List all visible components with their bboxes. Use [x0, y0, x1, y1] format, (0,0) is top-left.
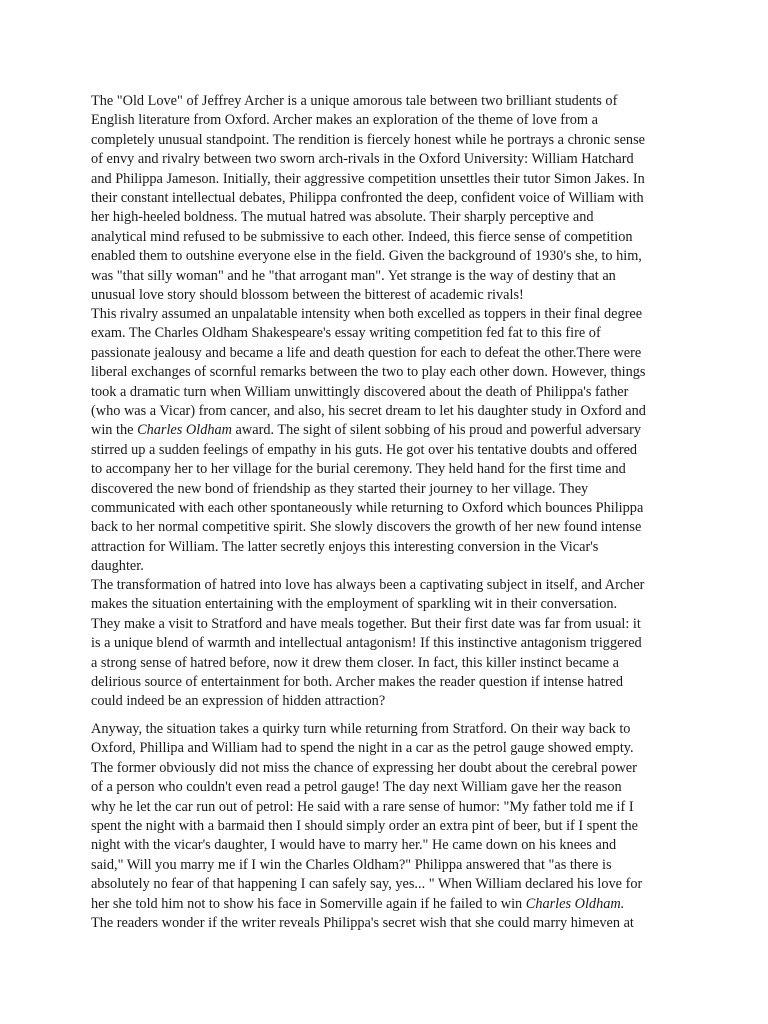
text-line	[91, 383, 691, 402]
text-line	[91, 895, 691, 914]
text-line	[91, 595, 691, 614]
text-segment: The readers wonder if the writer reveals Philippa's secret wish that she could marry himeven at	[91, 914, 634, 931]
text-segment: of envy and rivalry between two sworn arch-rivals in the Oxford University: William Hatchard	[91, 151, 634, 168]
text-segment: (who was a Vicar) from cancer, and also, his secret dream to let his daughter study in Oxford and	[91, 402, 646, 419]
text-line	[91, 692, 691, 711]
text-line	[91, 111, 691, 130]
text-segment: English literature from Oxford. Archer makes an exploration of the theme of love from a	[91, 112, 598, 129]
text-segment: The "Old Love" of Jeffrey Archer is a unique amorous tale between two brilliant students of	[91, 93, 618, 109]
text-segment: spent the night with a barmaid then I should simply order an extra pint of beer, but if I spent the	[91, 817, 638, 834]
text-line	[91, 557, 691, 576]
text-line	[91, 441, 691, 460]
text-segment: said," Will you marry me if I win the Charles Oldham?" Philippa answered that "as there is	[91, 856, 612, 873]
text-line	[91, 836, 691, 855]
text-line	[91, 228, 691, 247]
text-segment: attraction for William. The latter secretly enjoys this interesting conversion in the Vicar's	[91, 538, 599, 555]
text-segment: daughter.	[91, 558, 144, 575]
text-line	[91, 286, 691, 305]
text-line	[91, 247, 691, 266]
text-segment: why he let the car run out of petrol: He said with a rare sense of humor: "My father told me if I	[91, 798, 634, 815]
italic-title-text: Charles Oldham	[137, 422, 232, 439]
text-segment: their constant intellectual debates, Philippa confronted the deep, confident voice of William with	[91, 189, 644, 206]
text-segment: They make a visit to Stratford and have meals together. But their first date was far from usual: it	[91, 615, 641, 632]
text-segment: unusual love story should blossom between the bitterest of academic rivals!	[91, 286, 524, 303]
text-line	[91, 324, 691, 343]
text-segment: night with the vicar's daughter, I would have to marry her." He came down on his knees and	[91, 837, 617, 854]
text-line	[91, 798, 691, 817]
text-segment: stirred up a sudden feelings of empathy in his guts. He got over his tentative doubts and offered	[91, 441, 638, 458]
italic-title-text: Charles Oldham.	[525, 895, 625, 912]
text-segment: Oxford, Phillipa and William had to spend the night in a car as the petrol gauge showed empty.	[91, 740, 634, 757]
text-line	[91, 615, 691, 634]
text-line	[91, 576, 691, 595]
text-line	[91, 634, 691, 653]
text-segment: her she told him not to show his face in Somerville again if he failed to win	[91, 895, 526, 912]
text-line	[91, 150, 691, 169]
text-segment: took a dramatic turn when William unwittingly discovered about the death of Philippa's father	[91, 383, 629, 400]
text-segment: of a person who couldn't even read a petrol gauge! The day next William gave her the reason	[91, 779, 622, 796]
text-line	[91, 914, 691, 933]
text-segment: award. The sight of silent sobbing of his proud and powerful adversary	[231, 422, 642, 439]
text-segment: absolutely no fear of that happening I can safely say, yes... " When William declared his love for	[91, 876, 643, 893]
text-line	[91, 189, 691, 208]
text-line	[91, 739, 691, 758]
text-segment: win the	[91, 422, 138, 439]
text-segment: makes the situation entertaining with the employment of sparkling wit in their conversation.	[91, 596, 618, 613]
text-line	[91, 518, 691, 537]
text-line	[91, 460, 691, 479]
paragraph	[91, 92, 691, 305]
text-line	[91, 131, 691, 150]
text-segment: passionate jealousy and became a life and death question for each to defeat the other.There were	[91, 344, 642, 361]
paragraph	[91, 305, 691, 576]
text-segment: could indeed be an expression of hidden attraction?	[91, 693, 386, 710]
text-segment: completely unusual standpoint. The rendition is fiercely honest while he portrays a chronic sense	[91, 131, 645, 148]
text-segment: is a unique blend of warmth and intellectual antagonism! If this instinctive antagonism triggered	[91, 635, 642, 652]
text-line	[91, 538, 691, 557]
text-segment: discovered the new bond of friendship as they started their journey to her village. They	[91, 480, 589, 497]
text-line	[91, 654, 691, 673]
text-line	[91, 92, 691, 111]
text-line	[91, 875, 691, 894]
text-segment: enabled them to outshine everyone else in the field. Given the background of 1930's she, to him,	[91, 248, 642, 265]
text-segment: was "that silly woman" and he "that arrogant man". Yet strange is the way of destiny that an	[91, 267, 616, 284]
text-segment: her high-heeled boldness. The mutual hatred was absolute. Their sharply perceptive and	[91, 209, 594, 226]
text-segment: The transformation of hatred into love has always been a captivating subject in itself, and Archer	[91, 577, 645, 593]
text-segment: The former obviously did not miss the chance of expressing her doubt about the cerebral power	[91, 759, 637, 776]
paragraph	[91, 576, 691, 712]
text-line	[91, 480, 691, 499]
text-segment: Anyway, the situation takes a quirky turn while returning from Stratford. On their way back to	[91, 721, 631, 737]
text-line	[91, 421, 691, 440]
text-segment: This rivalry assumed an unpalatable intensity when both excelled as toppers in their final degree	[91, 306, 643, 322]
text-line	[91, 720, 691, 739]
text-segment: a strong sense of hatred before, now it drew them closer. In fact, this killer instinct became a	[91, 654, 620, 671]
text-line	[91, 817, 691, 836]
text-line	[91, 170, 691, 189]
text-line	[91, 778, 691, 797]
text-line	[91, 267, 691, 286]
text-line	[91, 673, 691, 692]
text-line	[91, 208, 691, 227]
text-segment: to accompany her to her village for the burial ceremony. They held hand for the first time and	[91, 461, 626, 478]
text-line	[91, 759, 691, 778]
text-line	[91, 856, 691, 875]
text-line	[91, 363, 691, 382]
text-segment: back to her normal competitive spirit. She slowly discovers the growth of her new found intense	[91, 519, 642, 536]
text-line	[91, 344, 691, 363]
text-segment: and Philippa Jameson. Initially, their aggressive competition unsettles their tutor Simon Jakes. In	[91, 170, 645, 187]
text-line	[91, 499, 691, 518]
text-segment: communicated with each other spontaneously while returning to Oxford which bounces Philippa	[91, 499, 644, 516]
text-line	[91, 305, 691, 324]
text-line	[91, 402, 691, 421]
text-segment: liberal exchanges of scornful remarks between the two to play each other down. However, things	[91, 364, 646, 381]
text-segment: delirious source of entertainment for both. Archer makes the reader question if intense hatred	[91, 673, 623, 690]
text-segment: analytical mind refused to be submissive to each other. Indeed, this fierce sense of competition	[91, 228, 633, 245]
paragraph	[91, 720, 691, 933]
text-segment: exam. The Charles Oldham Shakespeare's essay writing competition fed fat to this fire of	[91, 325, 601, 342]
